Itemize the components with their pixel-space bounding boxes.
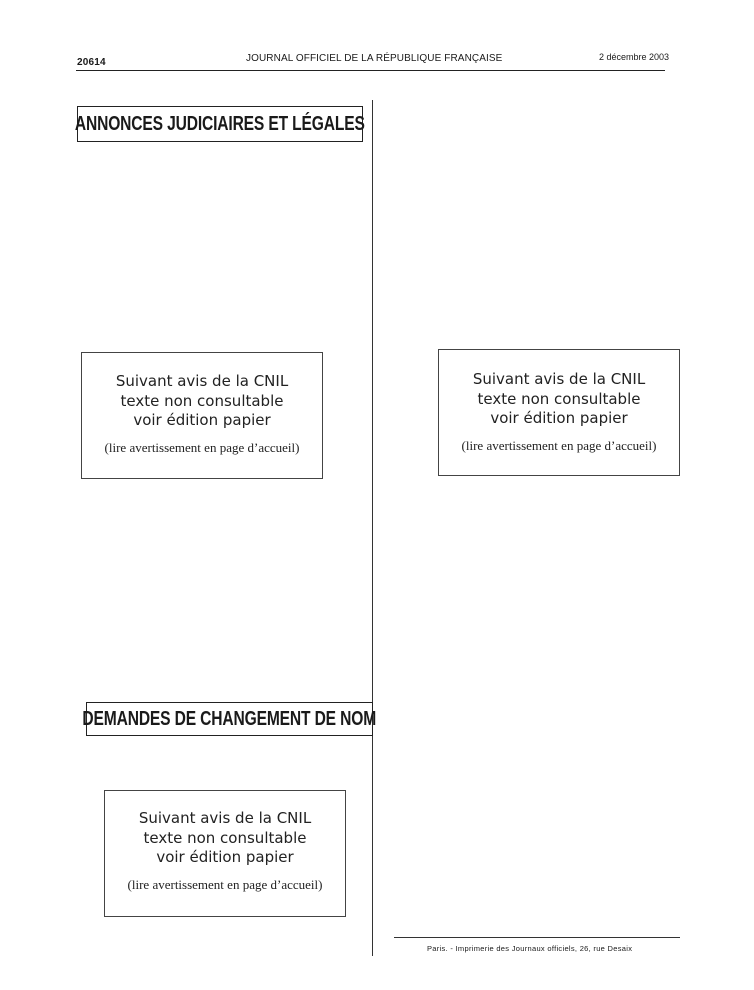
section-title-annonces bbox=[77, 106, 363, 142]
notice-line: voir édition papier bbox=[133, 411, 271, 429]
notice-note: (lire avertissement en page d’accueil) bbox=[104, 439, 300, 455]
section-title-text: ANNONCES JUDICIAIRES ET LÉGALES bbox=[75, 112, 365, 135]
notice-line: texte non consultable bbox=[143, 828, 307, 847]
notice-line: Suivant avis de la CNIL bbox=[115, 372, 289, 390]
column-divider bbox=[372, 100, 373, 956]
cnil-notice-box bbox=[104, 790, 346, 917]
cnil-notice-box bbox=[81, 352, 323, 479]
section-title-text: DEMANDES DE CHANGEMENT DE NOM bbox=[82, 707, 377, 730]
notice-line: texte non consultable bbox=[477, 389, 641, 408]
journal-title: JOURNAL OFFICIEL DE LA RÉPUBLIQUE FRANÇAISE bbox=[246, 53, 503, 64]
issue-date: 2 décembre 2003 bbox=[599, 52, 670, 62]
notice-line: Suivant avis de la CNIL bbox=[138, 809, 312, 827]
printer-imprint: Paris. - Imprimerie des Journaux officiels, 26, rue Desaix bbox=[427, 944, 633, 953]
page-number: 20614 bbox=[77, 57, 106, 68]
section-title-changement-nom bbox=[82, 702, 377, 736]
notice-line: Suivant avis de la CNIL bbox=[472, 370, 646, 388]
header-rule bbox=[76, 70, 665, 71]
notice-line: voir édition papier bbox=[156, 848, 294, 866]
cnil-notice-box bbox=[438, 349, 680, 476]
notice-line: texte non consultable bbox=[120, 391, 284, 410]
notice-note: (lire avertissement en page d’accueil) bbox=[127, 876, 323, 892]
footer-rule bbox=[394, 937, 680, 938]
notice-line: voir édition papier bbox=[490, 409, 628, 427]
notice-note: (lire avertissement en page d’accueil) bbox=[461, 437, 657, 453]
